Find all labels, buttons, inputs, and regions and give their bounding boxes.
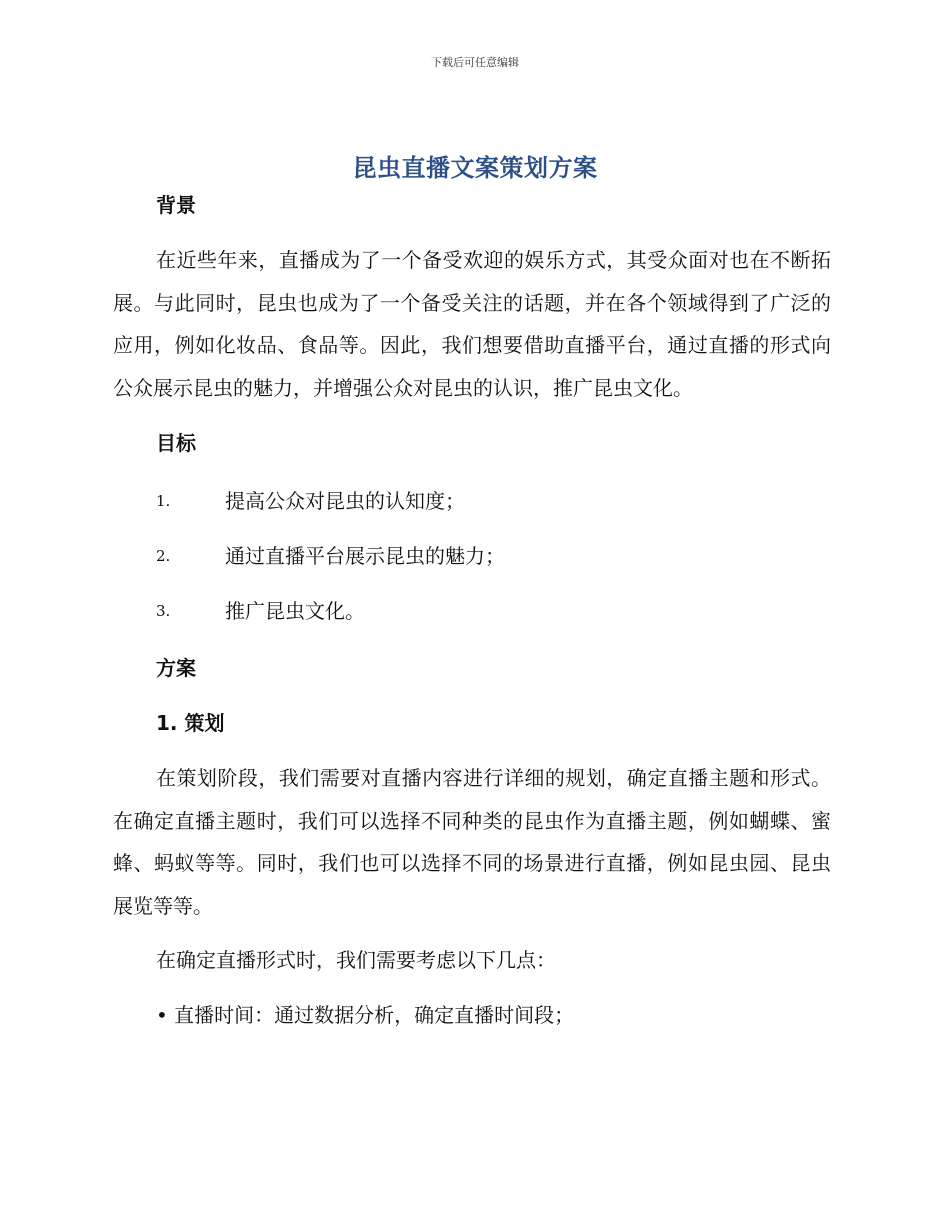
paragraph-format-intro: 在确定直播形式时，我们需要考虑以下几点： <box>156 948 556 972</box>
document-body <box>113 188 831 1036</box>
header-note: 下载后可任意编辑 <box>431 56 519 69</box>
list-number: 1. <box>156 492 171 510</box>
list-text: 提高公众对昆虫的认知度； <box>225 489 465 513</box>
heading-goals: 目标 <box>156 431 196 455</box>
paragraph-planning: 在策划阶段，我们需要对直播内容进行详细的规划，确定直播主题和形式。在确定直播主题时，我们可以选择不同种类的昆虫作为直播主题，例如蝴蝶、蜜蜂、蚂蚁等等。同时，我们也可以选择不同的场景进行直播，例如昆虫园、昆虫展览等等。 <box>113 766 831 918</box>
list-text: 通过直播平台展示昆虫的魅力； <box>225 544 505 568</box>
list-text: 推广昆虫文化。 <box>225 599 365 623</box>
list-item <box>113 535 831 590</box>
subheading-planning: 1. 策划 <box>156 711 225 735</box>
document-title: 昆虫直播文案策划方案 <box>352 154 598 182</box>
heading-plan: 方案 <box>156 656 196 680</box>
list-number: 3. <box>156 602 171 620</box>
list-item <box>113 480 831 535</box>
list-item <box>113 590 831 645</box>
bullet-item: • 直播时间：通过数据分析，确定直播时间段； <box>156 1002 575 1027</box>
list-number: 2. <box>156 547 171 565</box>
paragraph-background: 在近些年来，直播成为了一个备受欢迎的娱乐方式，其受众面对也在不断拓展。与此同时，昆虫也成为了一个备受关注的话题，并在各个领域得到了广泛的应用，例如化妆品、食品等。因此，我们想要借助直播平台，通过直播的形式向公众展示昆虫的魅力，并增强公众对昆虫的认识，推广昆虫文化。 <box>113 248 831 400</box>
goals-list <box>113 480 831 645</box>
heading-background: 背景 <box>156 193 196 217</box>
